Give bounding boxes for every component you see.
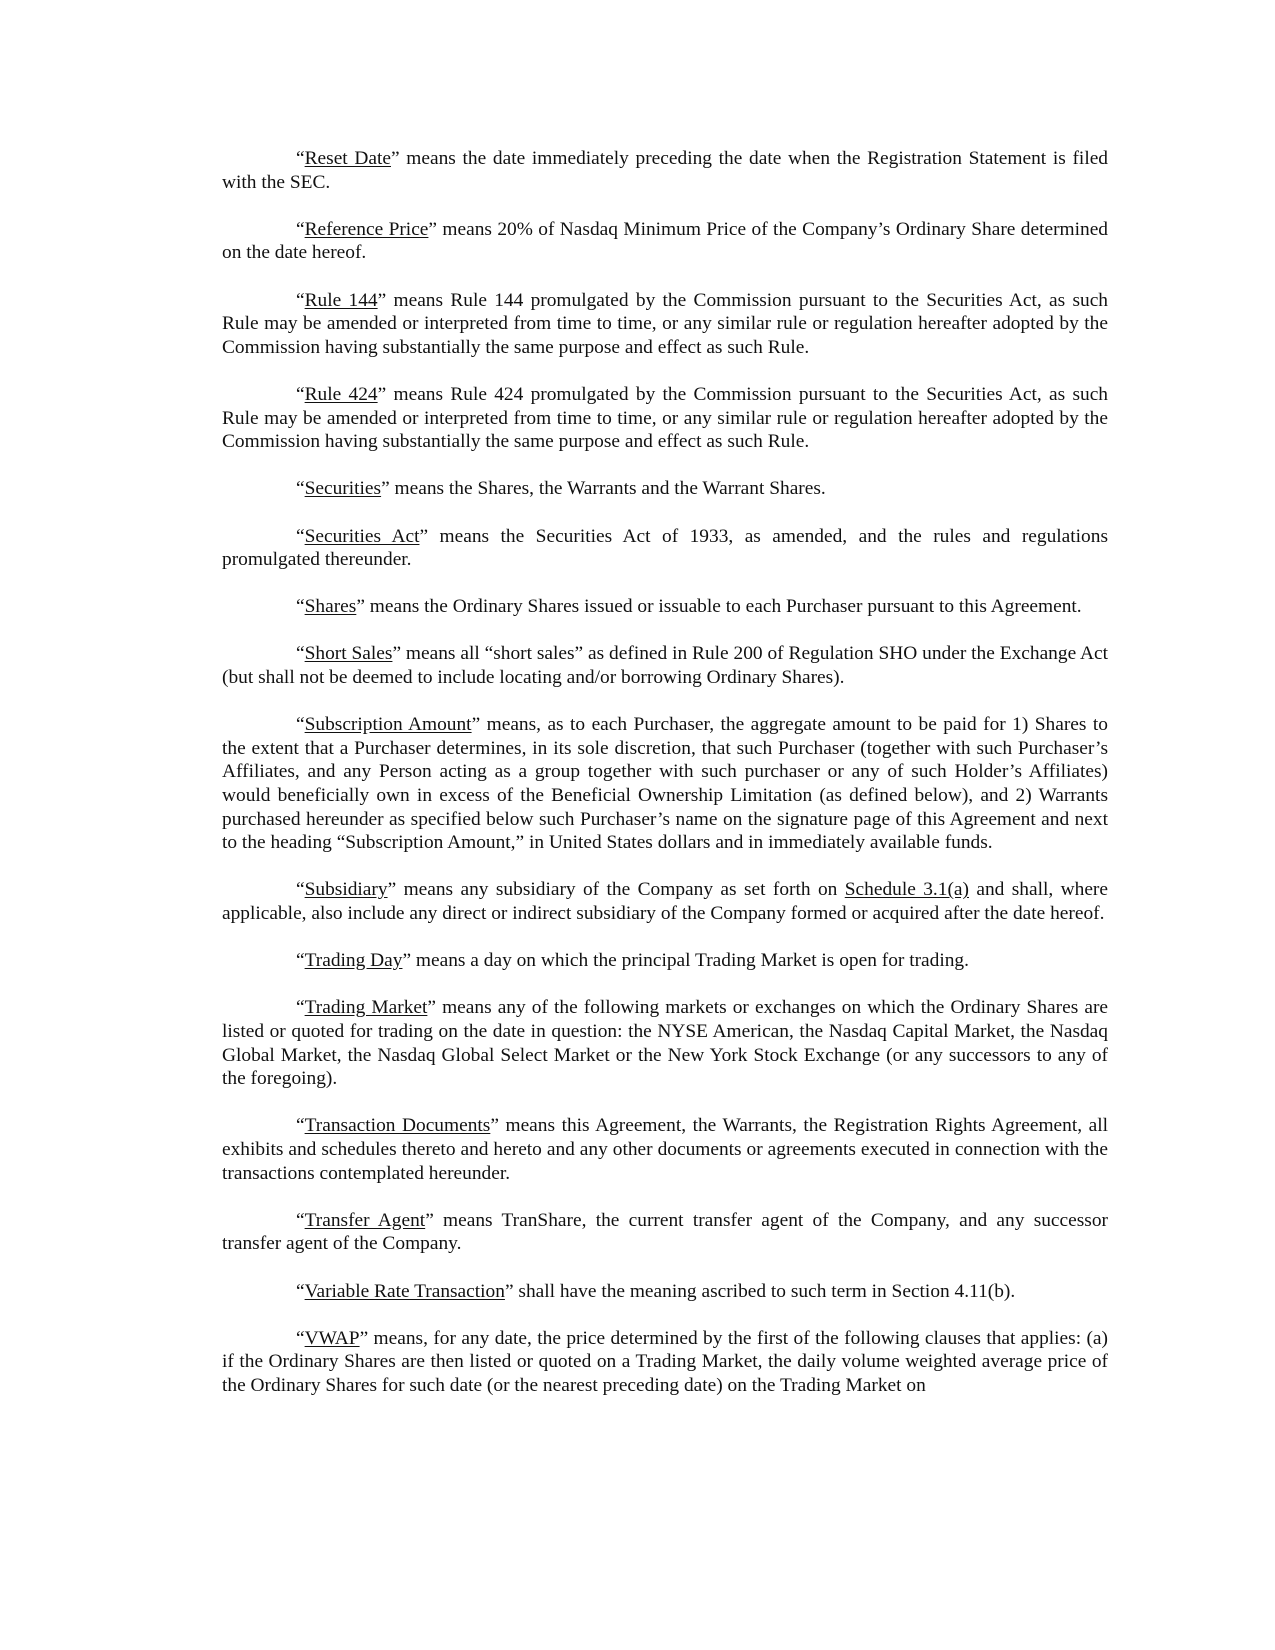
defined-term: Subsidiary	[304, 879, 388, 901]
definition-transaction-documents: “Transaction Documents” means this Agreement, the Warrants, the Registration Rights Agreement, all exhibits and schedules thereto and hereto and any other documents or agreements executed in connection with the transactions contemplated hereunder.	[222, 1115, 1108, 1184]
definition-transfer-agent: “Transfer Agent” means TranShare, the current transfer agent of the Company, and any successor transfer agent of the Company.	[222, 1209, 1108, 1255]
definition-text: means the Securities Act of 1933, as amended, and the rules and regulations promulgated thereunder.	[222, 525, 1108, 571]
defined-term: Reset Date	[304, 148, 391, 169]
definition-subsidiary: “Subsidiary” means any subsidiary of the Company as set forth on Schedule 3.1(a) and shall, where applicable, also include any direct or indirect subsidiary of the Company formed or acquired after the date hereof.	[222, 879, 1108, 924]
definition-reference-price: “Reference Price” means 20% of Nasdaq Minimum Price of the Company’s Ordinary Share determined on the date hereof.	[222, 218, 1108, 264]
definition-text: means any of the following markets or exchanges on which the Ordinary Shares are listed or quoted for trading on the date in question: the NYSE American, the Nasdaq Capital Market, the Nasdaq Global Market, the Nasdaq Global Select Market or the New York Stock Exchange (or any successors to any of the foregoing).	[222, 997, 1109, 1090]
definition-text: shall have the meaning ascribed to such term in Section 4.11(b).	[513, 1280, 1016, 1302]
definition-rule-424: “Rule 424” means Rule 424 promulgated by the Commission pursuant to the Securities Act, as such Rule may be amended or interpreted from time to time, or any similar rule or regulation hereafter adopted by the Commission having substantially the same purpose and effect as such Rule.	[222, 383, 1109, 453]
definition-shares: “Shares” means the Ordinary Shares issued or issuable to each Purchaser pursuant to this Agreement.	[296, 596, 1082, 618]
defined-term: Securities Act	[304, 525, 420, 547]
defined-term: Transfer Agent	[304, 1209, 426, 1231]
defined-term: Shares	[304, 596, 357, 618]
definition-text: means, as to each Purchaser, the aggregate amount to be paid for 1) Shares to the extent that a Purchaser determines, in its sole discretion, that such Purchaser (together with such Purchaser’s Affiliates, and any Person acting as a group together with such purchaser or any of such Holder’s Affiliates) would beneficially own in excess of the Beneficial Ownership Limitation (as defined below), and 2) Warrants purchased hereunder as specified below such Purchaser’s name on the signature page of this Agreement and next to the heading “Subscription Amount,” in United States dollars and in immediately available funds.	[222, 714, 1108, 854]
defined-term: Trading Day	[304, 950, 403, 972]
definition-text: means this Agreement, the Warrants, the Registration Rights Agreement, all exhibits and schedules thereto and hereto and any other documents or agreements executed in connection with the transactions contemplated hereunder.	[222, 1115, 1108, 1184]
definition-vwap: “VWAP” means, for any date, the price determined by the first of the following clauses that applies: (a) if the Ordinary Shares are then listed or quoted on a Trading Market, the daily volume weighted average price of the Ordinary Shares for such date (or the nearest preceding date) on the Trading Market on	[222, 1327, 1108, 1396]
definition-trading-market: “Trading Market” means any of the following markets or exchanges on which the Ordinary Shares are listed or quoted for trading on the date in question: the NYSE American, the Nasdaq Capital Market, the Nasdaq Global Market, the Nasdaq Global Select Market or the New York Stock Exchange (or any successors to any of the foregoing).	[222, 997, 1109, 1090]
definition-text: means the date immediately preceding the date when the Registration Statement is filed with the SEC.	[222, 148, 1109, 193]
defined-term: Transaction Documents	[304, 1115, 491, 1137]
definition-text: means a day on which the principal Trading Market is open for trading.	[411, 950, 969, 972]
defined-term: Securities	[304, 478, 382, 500]
defined-term: VWAP	[304, 1327, 360, 1349]
definition-reset-date: “Reset Date” means the date immediately preceding the date when the Registration Statement is filed with the SEC.	[222, 148, 1109, 193]
definition-text: and shall, where applicable, also include any direct or indirect subsidiary of the Company formed or acquired after the date hereof.	[222, 879, 1108, 924]
definition-text: means Rule 144 promulgated by the Commission pursuant to the Securities Act, as such Rule may be amended or interpreted from time to time, or any similar rule or regulation hereafter adopted by the Commission having substantially the same purpose and effect as such Rule.	[222, 289, 1109, 358]
definition-subscription-amount: “Subscription Amount” means, as to each Purchaser, the aggregate amount to be paid for 1) Shares to the extent that a Purchaser determines, in its sole discretion, that such Purchaser (together with such Purchaser’s Affiliates, and any Person acting as a group together with such purchaser or any of such Holder’s Affiliates) would beneficially own in excess of the Beneficial Ownership Limitation (as defined below), and 2) Warrants purchased hereunder as specified below such Purchaser’s name on the signature page of this Agreement and next to the heading “Subscription Amount,” in United States dollars and in immediately available funds.	[222, 714, 1108, 854]
definition-short-sales: “Short Sales” means all “short sales” as defined in Rule 200 of Regulation SHO under the Exchange Act (but shall not be deemed to include locating and/or borrowing Ordinary Shares).	[222, 643, 1108, 689]
defined-term: Trading Market	[304, 997, 428, 1019]
definition-text: means 20% of Nasdaq Minimum Price of the Company’s Ordinary Share determined on the date hereof.	[222, 218, 1108, 264]
defined-term: Subscription Amount	[304, 714, 472, 736]
definition-variable-rate-transaction: “Variable Rate Transaction” shall have the meaning ascribed to such term in Section 4.11(b).	[296, 1280, 1016, 1302]
defined-term: Variable Rate Transaction	[304, 1280, 505, 1302]
defined-term: Rule 424	[304, 383, 378, 405]
defined-term: Reference Price	[304, 218, 429, 240]
document-page	[222, 147, 1108, 1421]
definition-text: means all “short sales” as defined in Rule 200 of Regulation SHO under the Exchange Act (but shall not be deemed to include locating and/or borrowing Ordinary Shares).	[222, 643, 1108, 689]
defined-term: Rule 144	[304, 289, 378, 311]
schedule-reference: Schedule 3.1(a)	[844, 879, 969, 901]
definition-text: means, for any date, the price determined by the first of the following clauses that applies: (a) if the Ordinary Shares are then listed or quoted on a Trading Market, the daily volume weighted average price of the Ordinary Shares for such date (or the nearest preceding date) on the Trading Market on	[222, 1327, 1108, 1396]
definition-text: means any subsidiary of the Company as set forth on	[396, 879, 845, 901]
definition-text: means Rule 424 promulgated by the Commission pursuant to the Securities Act, as such Rule may be amended or interpreted from time to time, or any similar rule or regulation hereafter adopted by the Commission having substantially the same purpose and effect as such Rule.	[222, 383, 1109, 453]
definition-securities-act: “Securities Act” means the Securities Act of 1933, as amended, and the rules and regulations promulgated thereunder.	[222, 525, 1108, 571]
definition-trading-day: “Trading Day” means a day on which the principal Trading Market is open for trading.	[296, 950, 969, 972]
definition-text: means TranShare, the current transfer agent of the Company, and any successor transfer agent of the Company.	[222, 1209, 1108, 1255]
definition-securities: “Securities” means the Shares, the Warrants and the Warrant Shares.	[296, 478, 826, 500]
definition-rule-144: “Rule 144” means Rule 144 promulgated by the Commission pursuant to the Securities Act, as such Rule may be amended or interpreted from time to time, or any similar rule or regulation hereafter adopted by the Commission having substantially the same purpose and effect as such Rule.	[222, 289, 1109, 358]
defined-term: Short Sales	[304, 643, 393, 665]
definition-text: means the Ordinary Shares issued or issuable to each Purchaser pursuant to this Agreement.	[364, 596, 1082, 618]
definition-text: means the Shares, the Warrants and the Warrant Shares.	[389, 478, 826, 500]
